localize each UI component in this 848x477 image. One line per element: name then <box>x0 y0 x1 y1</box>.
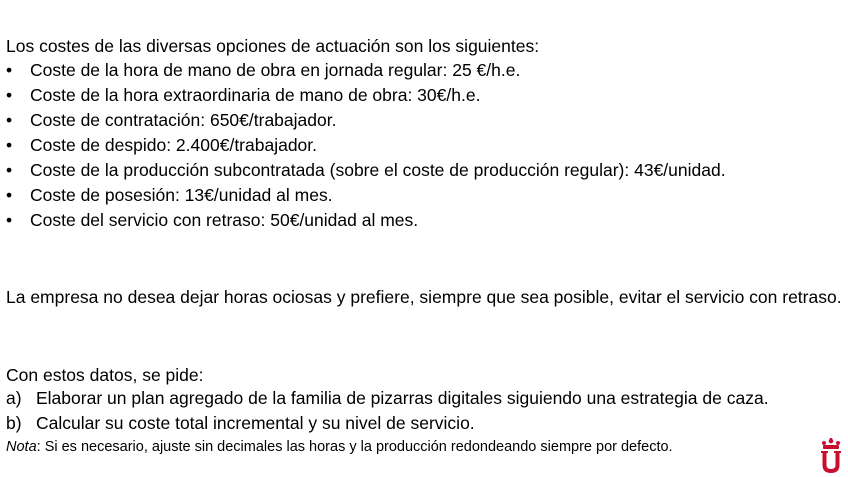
cost-item-text: Coste de contratación: 650€/trabajador. <box>30 110 337 130</box>
bullet-icon: • <box>6 185 13 205</box>
cost-item-text: Coste del servicio con retraso: 50€/unidad al mes. <box>30 210 419 230</box>
bullet-icon: • <box>6 110 13 130</box>
bullet-icon: • <box>6 210 13 230</box>
crown-icon <box>822 438 840 449</box>
bullet-icon: • <box>6 160 13 180</box>
policy-paragraph: La empresa no desea dejar horas ociosas y prefiere, siempre que sea posible, evitar el servicio con retraso. <box>6 287 842 307</box>
cost-item-text: Coste de posesión: 13€/unidad al mes. <box>30 185 333 205</box>
bullet-icon: • <box>6 85 13 105</box>
request-intro: Con estos datos, se pide: <box>6 365 204 385</box>
note-text: : Si es necesario, ajuste sin decimales las horas y la producción redondeando siempre por defecto. <box>36 439 673 455</box>
task-marker: a) <box>6 388 22 408</box>
cost-item-text: Coste de la hora de mano de obra en jornada regular: 25 €/h.e. <box>30 60 521 80</box>
cost-item-text: Coste de despido: 2.400€/trabajador. <box>30 135 318 155</box>
footnote <box>6 437 673 457</box>
bullet-icon: • <box>6 60 13 80</box>
task-text: Elaborar un plan agregado de la familia de pizarras digitales siguiendo una estrategia de caza. <box>36 388 769 408</box>
bullet-icon: • <box>6 135 13 155</box>
task-marker: b) <box>6 413 22 433</box>
costs-intro: Los costes de las diversas opciones de actuación son los siguientes: <box>6 36 540 56</box>
cost-item-text: Coste de la producción subcontratada (sobre el coste de producción regular): 43€/unidad. <box>30 160 726 180</box>
task-text: Calcular su coste total incremental y su nivel de servicio. <box>36 413 475 433</box>
u-letter <box>821 451 841 473</box>
cost-item-text: Coste de la hora extraordinaria de mano de obra: 30€/h.e. <box>30 85 481 105</box>
university-crown-u-logo-icon <box>818 438 844 474</box>
note-label: Nota <box>6 439 37 455</box>
